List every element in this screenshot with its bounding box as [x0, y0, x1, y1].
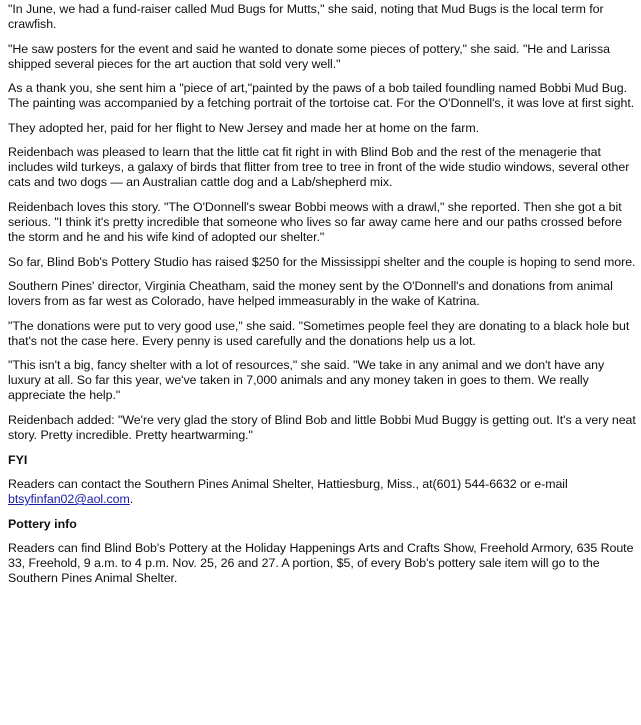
paragraph-adoption: They adopted her, paid for her flight to New Jersey and made her at home on the farm.: [8, 120, 479, 135]
paragraph-pottery-donation: "He saw posters for the event and said he wanted to donate some pieces of pottery," she said. "He and Larissa shipped several pieces for the art auction that sold very well.": [8, 41, 610, 71]
paragraph-raised: So far, Blind Bob's Pottery Studio has raised $250 for the Mississippi shelter and the couple is hoping to send more.: [8, 254, 636, 269]
fyi-paragraph: [8, 477, 637, 507]
email-link[interactable]: btsyfinfan02@aol.com: [8, 492, 130, 507]
paragraph-director: Southern Pines' director, Virginia Cheatham, said the money sent by the O'Donnell's and donations from animal lovers from as far west as Colorado, have helped immeasurably in the wake of Katrina.: [8, 279, 613, 309]
fyi-text: Readers can contact the Southern Pines Animal Shelter, Hattiesburg, Miss., at(601) 544-6632 or e-mail: [8, 477, 568, 492]
paragraph-closing: Reidenbach added: "We're very glad the story of Blind Bob and little Bobbi Mud Buggy is getting out. It's a very neat story. Pretty incredible. Pretty heartwarming.": [8, 412, 636, 442]
pottery-info-heading: Pottery info: [8, 516, 77, 531]
paragraph-fundraiser: "In June, we had a fund-raiser called Mud Bugs for Mutts," she said, noting that Mud Bugs is the local term for crawfish.: [8, 2, 604, 31]
paragraph-story: Reidenbach loves this story. "The O'Donnell's swear Bobbi meows with a drawl," she reported. Then she got a bit serious. "I think it's pretty incredible that someone who lives so far away came here and our paths crossed before the storm and he and his wife kind of adopted our shelter.": [8, 199, 623, 244]
paragraph-donations: "The donations were put to very good use," she said. "Sometimes people feel they are donating to a black hole but that's not the case here. Every penny is used carefully and the donations help us a lot.: [8, 318, 630, 348]
fyi-period: .: [129, 492, 134, 507]
paragraph-shelter: "This isn't a big, fancy shelter with a lot of resources," she said. "We take in any animal and we don't have any luxury at all. So far this year, we've taken in 7,000 animals and any money taken in goes to them. We really appreciate the help.": [8, 358, 605, 403]
paragraph-menagerie: Reidenbach was pleased to learn that the little cat fit right in with Blind Bob and the rest of the menagerie that includes wild turkeys, a galaxy of birds that flitter from tree to tree in front of the wide studio windows, several other cats and two dogs — an Australian cattle dog and a Lab/shepherd mix.: [8, 145, 630, 190]
paragraph-thank-you: As a thank you, she sent him a "piece of art,"painted by the paws of a bob tailed foundling named Bobbi Mud Bug. The painting was accompanied by a fetching portrait of the tortoise cat. For the O'Donnell's, it was love at first sight.: [8, 81, 635, 111]
fyi-heading: FYI: [8, 452, 28, 467]
pottery-info-paragraph: Readers can find Blind Bob's Pottery at the Holiday Happenings Arts and Crafts Show, Freehold Armory, 635 Route 33, Freehold, 9 a.m. to 4 p.m. Nov. 25, 26 and 27. A portion, $5, of every Bob's pottery sale item will go to the Southern Pines Animal Shelter.: [8, 541, 634, 586]
